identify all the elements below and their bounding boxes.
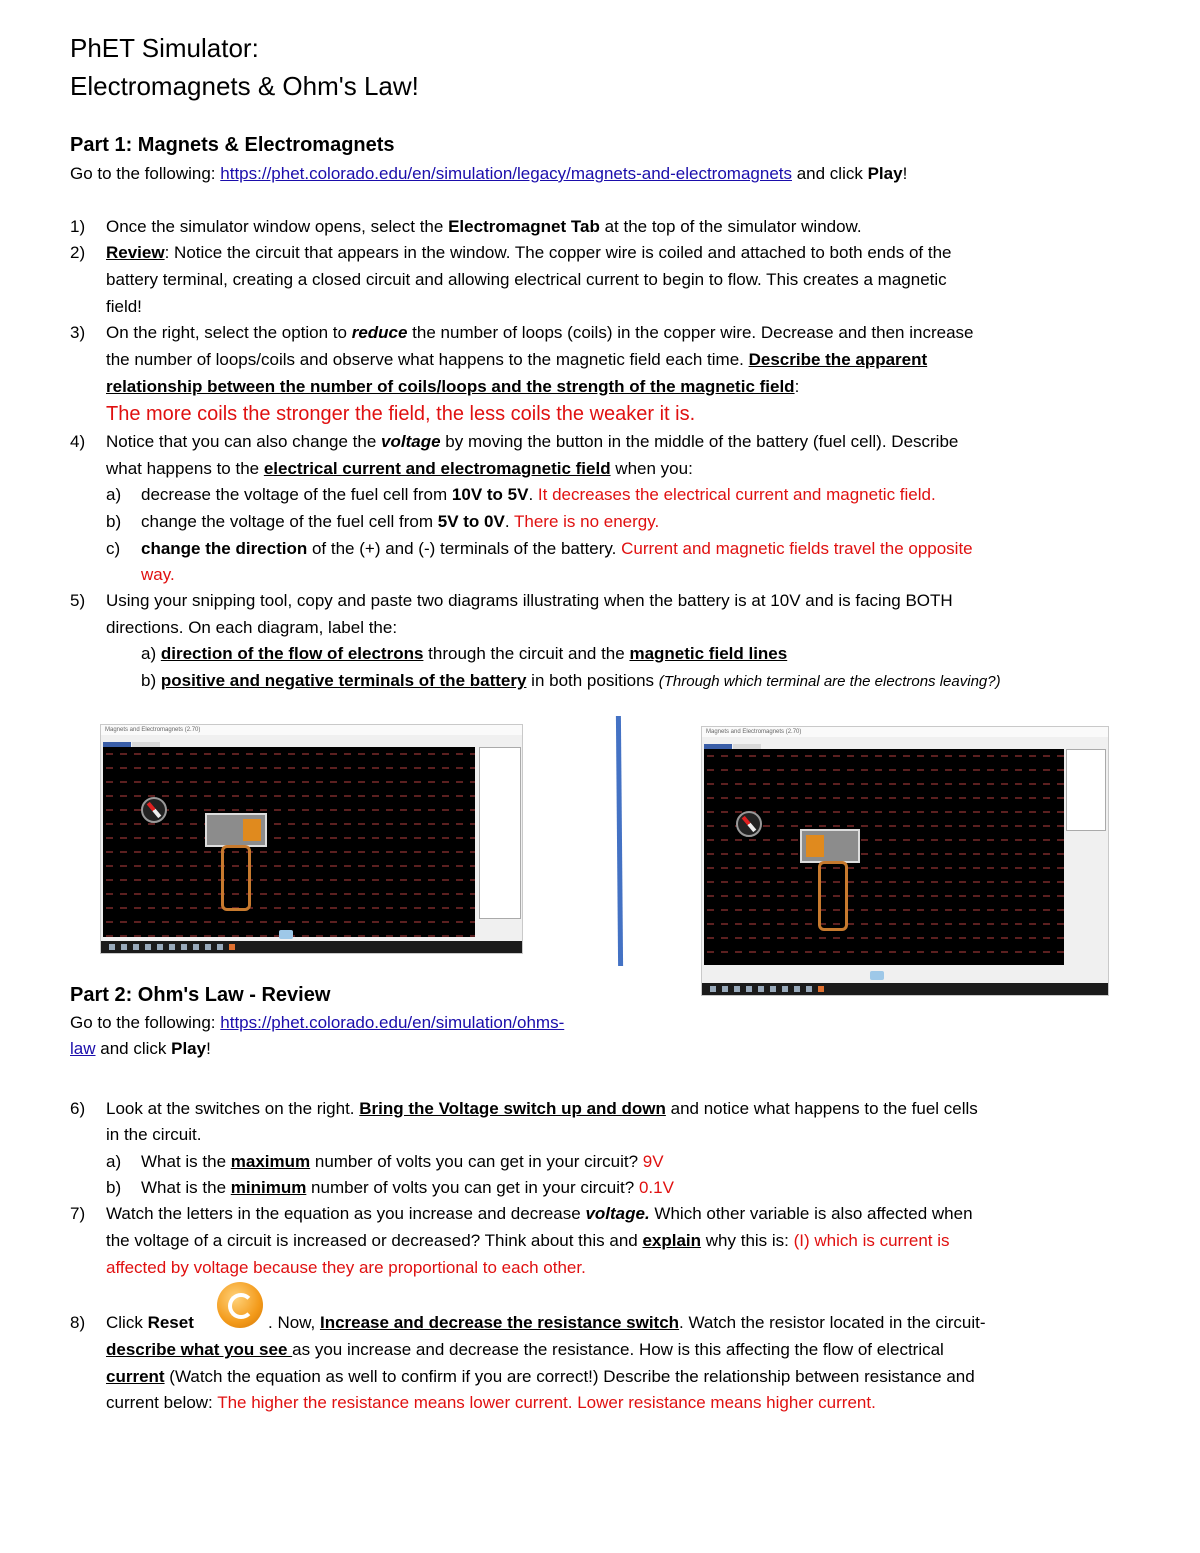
q5b-mid: in both positions [526, 671, 659, 690]
q6-l1a: Look at the switches on the right. [106, 1099, 360, 1118]
q5b-note: (Through which terminal are the electrons leaving?) [658, 673, 1001, 690]
q1-text-c: at the top of the simulator window. [599, 217, 862, 236]
page-title-line1: PhET Simulator: [70, 33, 259, 63]
q8-line2 [106, 1337, 944, 1363]
q4-l1c: by moving the button in the middle of the battery (fuel cell). Describe [440, 432, 959, 451]
q3-l1a: On the right, select the option to [106, 323, 352, 342]
q4-l2a: what happens to the [106, 459, 264, 478]
q6b-number: b) [106, 1178, 122, 1197]
q8-line4 [106, 1390, 876, 1416]
q6-l1b: Bring the Voltage switch up and down [359, 1099, 666, 1118]
q5a-pre: a) [141, 644, 161, 663]
q5-line2: directions. On each diagram, label the: [106, 618, 398, 637]
screenshot-right-titlebar: Magnets and Electromagnets (2.70) [702, 727, 1108, 737]
field-arrows-left [103, 747, 475, 937]
q6a-answer: 9V [642, 1152, 664, 1171]
part2-heading: Part 2: Ohm's Law - Review [70, 984, 331, 1006]
q3-l1c: the number of loops (coils) in the copper wire. Decrease and then increase [407, 323, 974, 342]
q2-line3: field! [106, 297, 142, 316]
q6-l1c: and notice what happens to the fuel cells [665, 1099, 978, 1118]
q3-l2b: Describe the apparent [748, 350, 928, 369]
compass-icon [736, 811, 762, 837]
q5a-bu2: magnetic field lines [629, 644, 788, 663]
q8-l1b: Reset [147, 1313, 194, 1332]
q8-l4a: current below: [106, 1393, 218, 1412]
q2-line1 [106, 240, 951, 266]
q3-number: 3) [70, 323, 86, 342]
goto2-mid: and click [95, 1039, 172, 1058]
q7-line1 [106, 1201, 973, 1227]
q2-line2: battery terminal, creating a closed circuit and allowing electrical current to begin to flow. This creates a magnetic [106, 270, 947, 289]
goto-prefix: Go to the following: [70, 164, 221, 183]
q4a-dot: . [528, 485, 538, 504]
q3-l2a: the number of loops/coils and observe what happens to the magnetic field each time. [106, 350, 749, 369]
q8-l1a: Click [106, 1313, 148, 1332]
q8-l2b: as you increase and decrease the resistance. How is this affecting the flow of electrical [292, 1340, 944, 1359]
q8-l4b: The higher the resistance means lower current. Lower resistance means higher current. [217, 1393, 876, 1412]
q4-line2 [106, 456, 693, 482]
part2-goto-line2 [70, 1036, 211, 1062]
q5-line1: Using your snipping tool, copy and paste two diagrams illustrating when the battery is at 10V and is facing BOTH [106, 591, 953, 610]
q7-l1a: Watch the letters in the equation as you increase and decrease [106, 1204, 586, 1223]
q4-l1b: voltage [381, 432, 441, 451]
screenshot-left-play-button [279, 930, 293, 939]
q8-l1d: Increase and decrease the resistance switch [319, 1313, 680, 1332]
q6-line2: in the circuit. [106, 1125, 202, 1144]
q5a-text [141, 641, 787, 667]
screenshot-right [701, 726, 1109, 996]
q8-number: 8) [70, 1313, 86, 1332]
q4b-answer: There is no energy. [513, 512, 660, 531]
screenshot-left [100, 724, 523, 954]
q3-l3b: : [794, 377, 800, 396]
q6a-bu: maximum [230, 1152, 311, 1171]
q4b-bold: 5V to 0V [437, 512, 505, 531]
q6a-text1: What is the [141, 1152, 231, 1171]
field-arrows-right [704, 749, 1064, 965]
q5a-mid: through the circuit and the [423, 644, 630, 663]
q7-l2c: why this is: [701, 1231, 794, 1250]
battery-right [800, 829, 860, 863]
q4-l2c: when you: [610, 459, 693, 478]
q3-answer: The more coils the stronger the field, the less coils the weaker it is. [106, 403, 696, 425]
q2-number: 2) [70, 243, 86, 262]
q8-l1e: . Watch the resistor located in the circuit- [679, 1313, 986, 1332]
q4b-text [141, 509, 659, 535]
q5b-text [141, 668, 1001, 695]
q6a-text2: number of volts you can get in your circuit? [310, 1152, 643, 1171]
q7-l2b: explain [642, 1231, 702, 1250]
q5a-bu1: direction of the flow of electrons [160, 644, 424, 663]
q5b-pre: b) [141, 671, 161, 690]
screenshot-right-tabs [704, 739, 764, 747]
part1-goto [70, 161, 907, 187]
q3-l1b: reduce [351, 323, 408, 342]
screenshot-right-play-button [870, 971, 884, 980]
q8-l3b: (Watch the equation as well to confirm if you are correct!) Describe the relationship between resistance and [164, 1367, 975, 1386]
q6b-text2: number of volts you can get in your circuit? [306, 1178, 639, 1197]
q4b-dot: . [504, 512, 514, 531]
q4c-answer2: way. [141, 565, 175, 584]
q4c-number: c) [106, 539, 121, 558]
screenshot-right-panel [1066, 749, 1106, 831]
coil-left [221, 845, 251, 911]
q7-line2 [106, 1228, 950, 1254]
q4a-text [141, 482, 936, 508]
part1-heading: Part 1: Magnets & Electromagnets [70, 134, 395, 156]
q7-l1b: voltage. [585, 1204, 650, 1223]
q3-l3a: relationship between the number of coils/loops and the strength of the magnetic field [106, 377, 795, 396]
q7-number: 7) [70, 1204, 86, 1223]
q4c-bold: change the direction [141, 539, 308, 558]
q2-review: Review [106, 243, 165, 262]
ohms-sim-link-cont[interactable]: law [70, 1039, 96, 1058]
goto-end: ! [902, 164, 908, 183]
q4a-bold: 10V to 5V [451, 485, 529, 504]
magnets-sim-link[interactable]: https://phet.colorado.edu/en/simulation/legacy/magnets-and-electromagnets [220, 164, 792, 183]
q6b-text1: What is the [141, 1178, 231, 1197]
q3-line2 [106, 347, 927, 373]
goto2-play: Play [171, 1039, 207, 1058]
q6a-text [141, 1149, 664, 1175]
q8-line3 [106, 1364, 975, 1390]
q1-text-a: Once the simulator window opens, select the [106, 217, 449, 236]
goto2-end: ! [206, 1039, 211, 1058]
q1-text [106, 214, 862, 240]
goto-play: Play [867, 164, 903, 183]
reset-icon [217, 1282, 263, 1328]
q4b-text-main: change the voltage of the fuel cell from [141, 512, 438, 531]
q4a-answer: It decreases the electrical current and magnetic field. [537, 485, 936, 504]
q7-line3: affected by voltage because they are proportional to each other. [106, 1258, 586, 1277]
q7-l1c: Which other variable is also affected when [649, 1204, 973, 1223]
goto-mid: and click [792, 164, 868, 183]
q6a-number: a) [106, 1152, 122, 1171]
q4-number: 4) [70, 432, 86, 451]
q2-l1: : Notice the circuit that appears in the window. The copper wire is coiled and attached to both ends of the [164, 243, 952, 262]
screenshot-left-panel [479, 747, 521, 919]
q4c-text-main: of the (+) and (-) terminals of the battery. [307, 539, 622, 558]
goto2-prefix: Go to the following: [70, 1013, 221, 1032]
q6-number: 6) [70, 1099, 86, 1118]
q4c-answer1: Current and magnetic fields travel the opposite [621, 539, 973, 558]
q8-l2a: describe what you see [106, 1340, 293, 1359]
q8-line1a [106, 1310, 194, 1336]
coil-right [818, 861, 848, 931]
screenshot-left-titlebar: Magnets and Electromagnets (2.70) [101, 725, 522, 735]
q3-line1 [106, 320, 973, 346]
screenshot-left-tabs [103, 737, 163, 745]
q5b-bu: positive and negative terminals of the battery [160, 671, 527, 690]
q1-text-b: Electromagnet Tab [448, 217, 600, 236]
q4-l1a: Notice that you can also change the [106, 432, 382, 451]
q6b-bu: minimum [230, 1178, 307, 1197]
screenshot-right-canvas [704, 749, 1064, 965]
q4-l2b: electrical current and electromagnetic field [263, 459, 611, 478]
page-title-line2: Electromagnets & Ohm's Law! [70, 71, 419, 101]
q8-l1c: . Now, [268, 1313, 320, 1332]
q4-line1 [106, 429, 958, 455]
q6-line1 [106, 1096, 978, 1122]
q6b-answer: 0.1V [638, 1178, 674, 1197]
q5-number: 5) [70, 591, 86, 610]
battery-left [205, 813, 267, 847]
q3-line3 [106, 374, 799, 400]
compass-icon [141, 797, 167, 823]
screenshot-left-canvas [103, 747, 475, 937]
screenshot-right-taskbar [702, 983, 1108, 995]
q6b-text [141, 1175, 674, 1201]
q8-line1b [268, 1310, 985, 1336]
q1-number: 1) [70, 217, 86, 236]
q4a-number: a) [106, 485, 122, 504]
screenshot-left-taskbar [101, 941, 522, 953]
ohms-sim-link[interactable]: https://phet.colorado.edu/en/simulation/ohms- [220, 1013, 565, 1032]
q7-l2d: (I) which is current is [793, 1231, 950, 1250]
q4a-text-main: decrease the voltage of the fuel cell from [141, 485, 452, 504]
q4b-number: b) [106, 512, 122, 531]
part2-goto-line1 [70, 1010, 564, 1036]
divider-line [616, 716, 623, 966]
q7-l2a: the voltage of a circuit is increased or decreased? Think about this and [106, 1231, 643, 1250]
q4c-text [141, 536, 973, 562]
q8-l3a: current [106, 1367, 165, 1386]
